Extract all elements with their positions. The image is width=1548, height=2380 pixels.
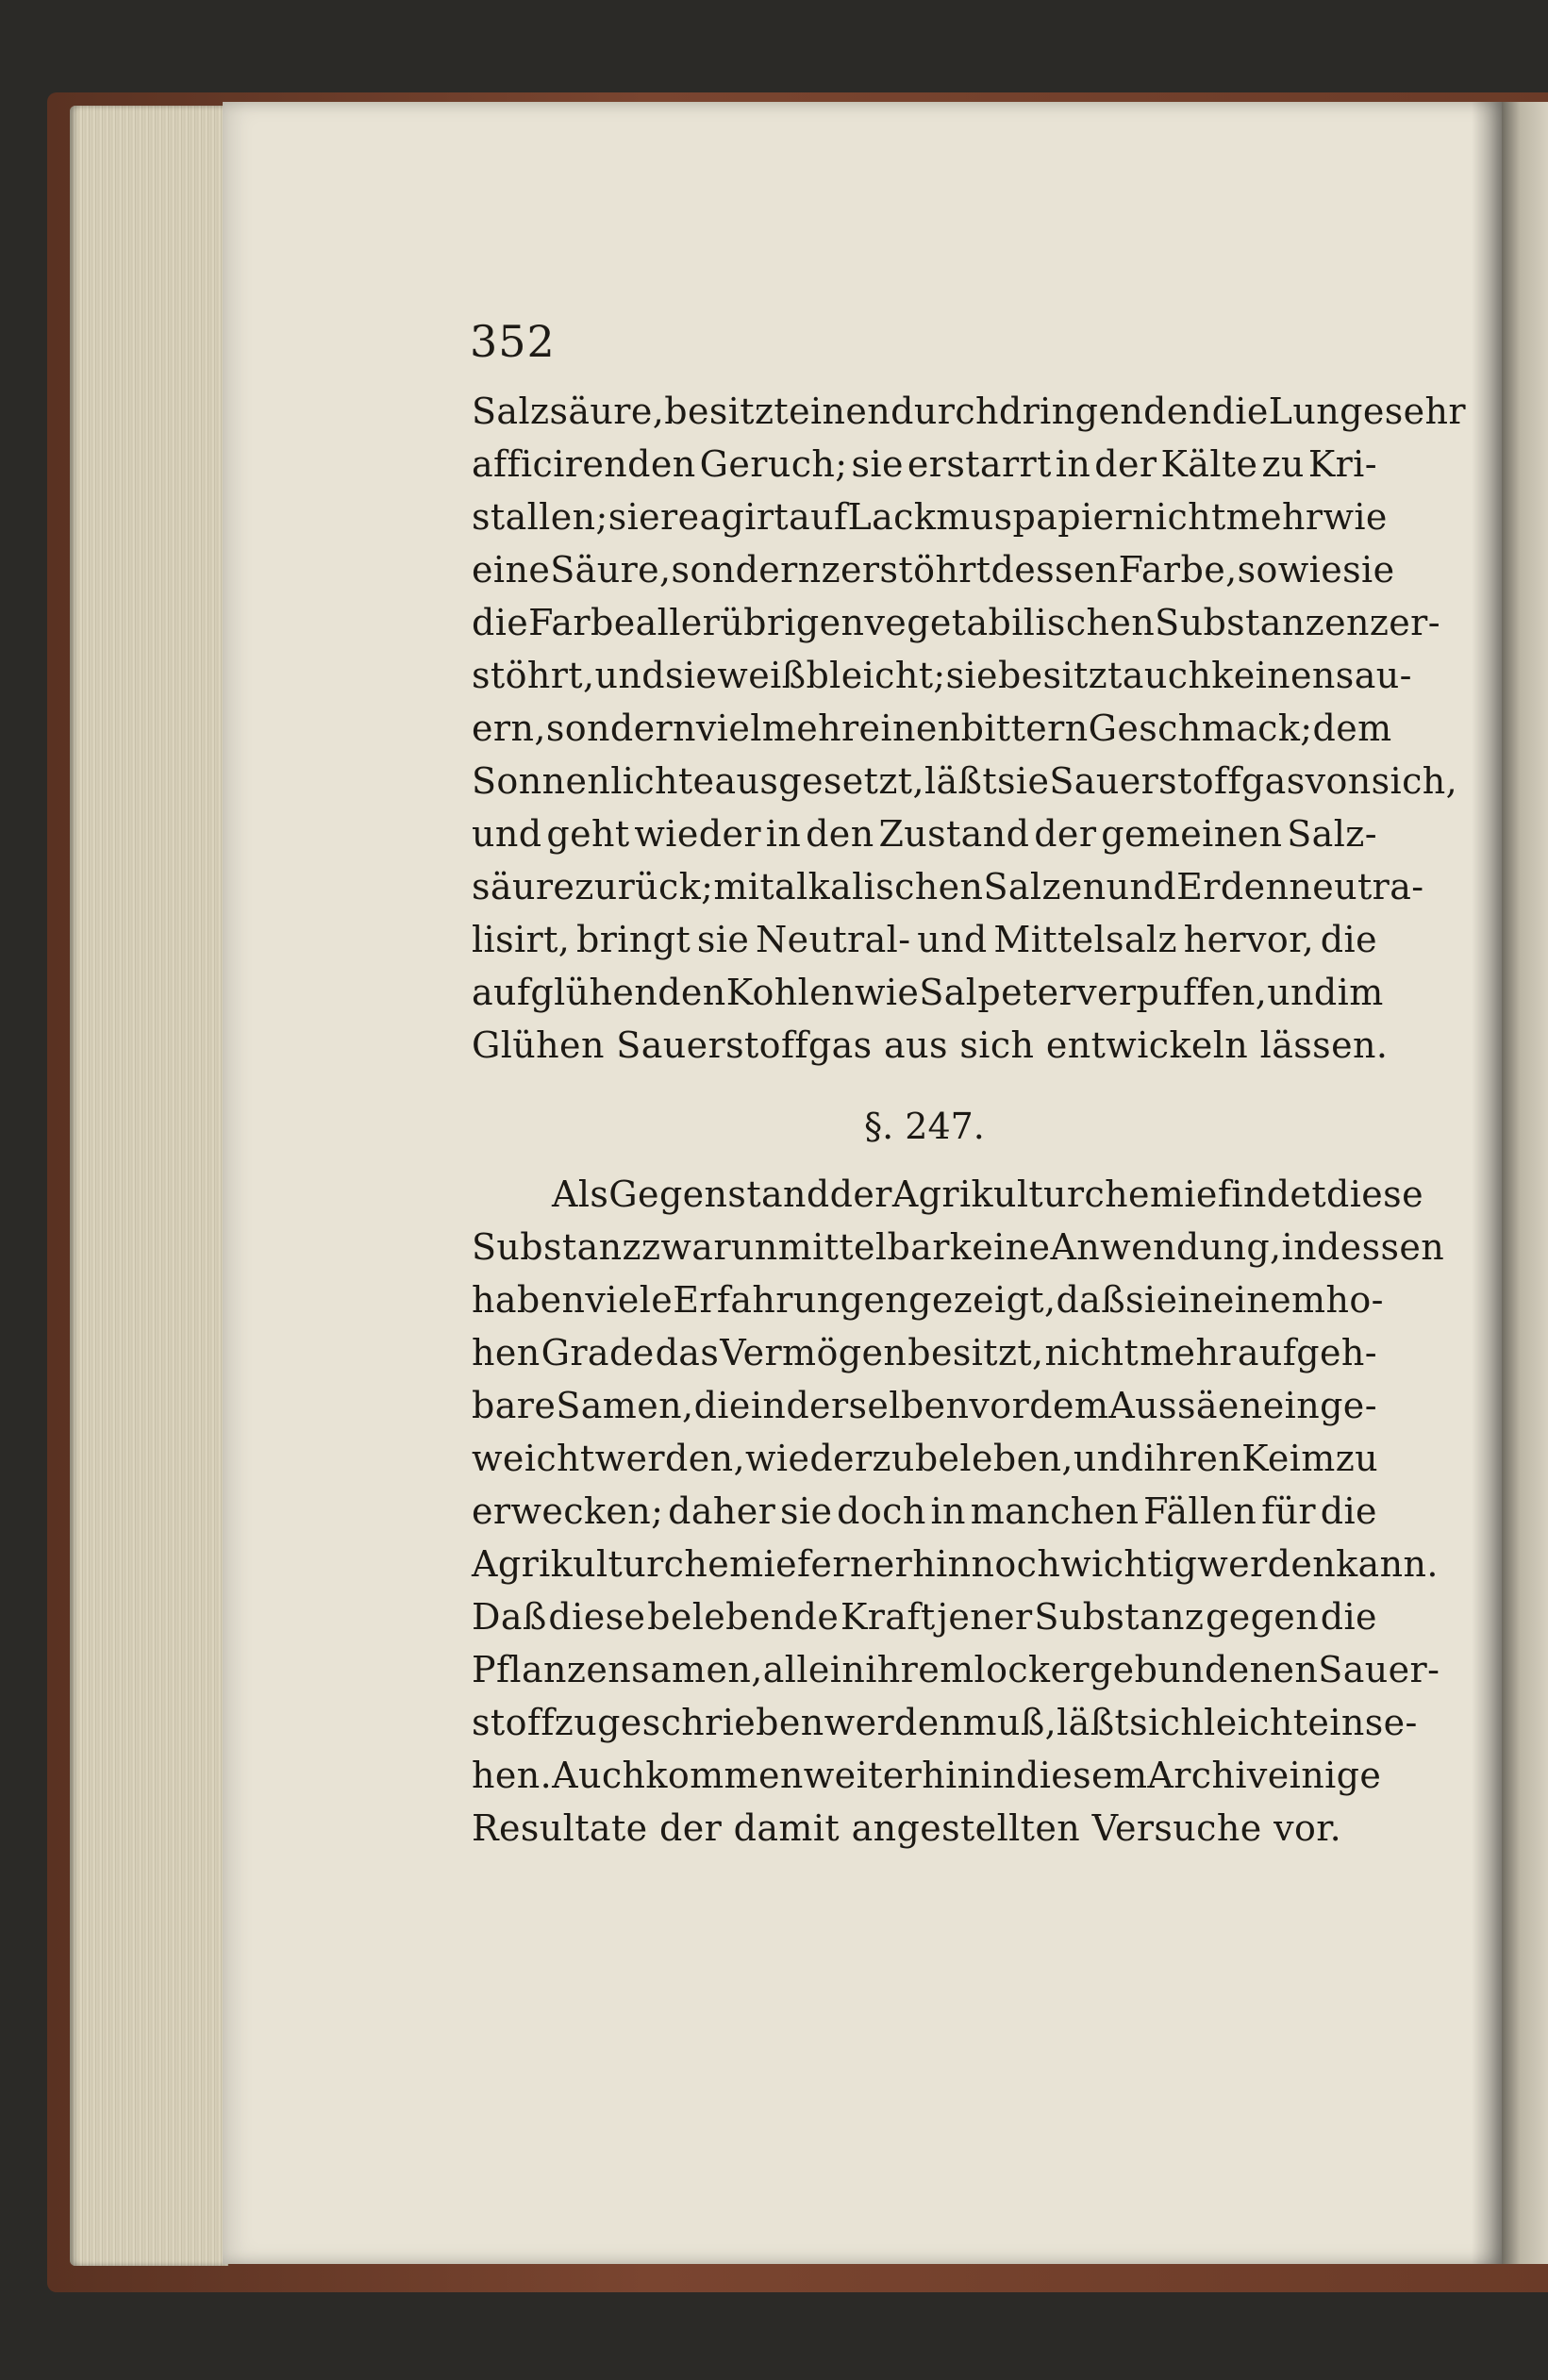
text-line: hen Grade das Vermögen besitzt, nicht mehr aufgeh- [472,1332,1377,1373]
text-line: afficirenden Geruch; sie erstarrt in der Kälte zu Kri- [472,443,1377,485]
page-edges [70,106,228,2266]
text-line: Sonnenlichte ausgesetzt, läßt sie Sauerstoffgas von sich, [472,760,1458,802]
paragraph-1 [472,385,1466,1072]
page-number: 352 [470,316,556,367]
text-line: weicht werden, wieder zu beleben, und ihren Keim zu [472,1438,1379,1479]
text-line: säure zurück; mit alkalischen Salzen und Erden neutra- [472,866,1424,907]
text-line: Als Gegenstand der Agrikulturchemie findet diese [552,1173,1423,1215]
text-line: stöhrt, und sie weiß bleicht; sie besitzt auch keinen sau- [472,655,1412,696]
text-line: hen. Auch kommen weiterhin in diesem Archiv einige [472,1755,1382,1796]
text-line: stoff zugeschrieben werden muß, läßt sich leicht einse- [472,1702,1418,1743]
text-line: Glühen Sauerstoffgas aus sich entwickeln lässen. [472,1024,1389,1066]
text-line: Agrikulturchemie fernerhin noch wichtig werden kann. [472,1543,1439,1585]
text-line: haben viele Erfahrungen gezeigt, daß sie in einem ho- [472,1279,1384,1321]
text-line: und geht wieder in den Zustand der gemeinen Salz- [472,813,1377,855]
text-line: Daß diese belebende Kraft jener Substanz gegen die [472,1596,1377,1638]
text-line: lisirt, bringt sie Neutral- und Mittelsalz hervor, die [472,919,1377,960]
page-gutter [1472,102,1502,2264]
text-line: eine Säure, sondern zerstöhrt dessen Farbe, so wie sie [472,549,1395,591]
text-line: bare Samen, die in derselben vor dem Aussäen einge- [472,1385,1377,1426]
text-line: Substanz zwar unmittelbar keine Anwendung, indessen [472,1226,1445,1268]
next-page-edge [1502,102,1548,2264]
text-line: Salzsäure, besitzt einen durchdringenden die Lunge sehr [472,391,1466,432]
text-line: erwecken; daher sie doch in manchen Fällen für die [472,1490,1377,1532]
text-line: Pflanzensamen, allein ihrem locker gebundenen Sauer- [472,1649,1440,1690]
text-line: auf glühenden Kohlen wie Salpeter verpuffen, und im [472,972,1384,1013]
text-line: stallen; sie reagirt auf Lackmuspapier nicht mehr wie [472,496,1388,538]
text-block [472,385,1466,1855]
text-line: Resultate der damit angestellten Versuche vor. [472,1807,1342,1849]
text-line: die Farbe aller übrigen vegetabilischen Substanzen zer- [472,602,1440,643]
text-line: ern, sondern vielmehr einen bittern Geschmack; dem [472,707,1392,749]
section-heading: §. 247. [864,1106,985,1147]
paragraph-2 [472,1168,1445,1855]
